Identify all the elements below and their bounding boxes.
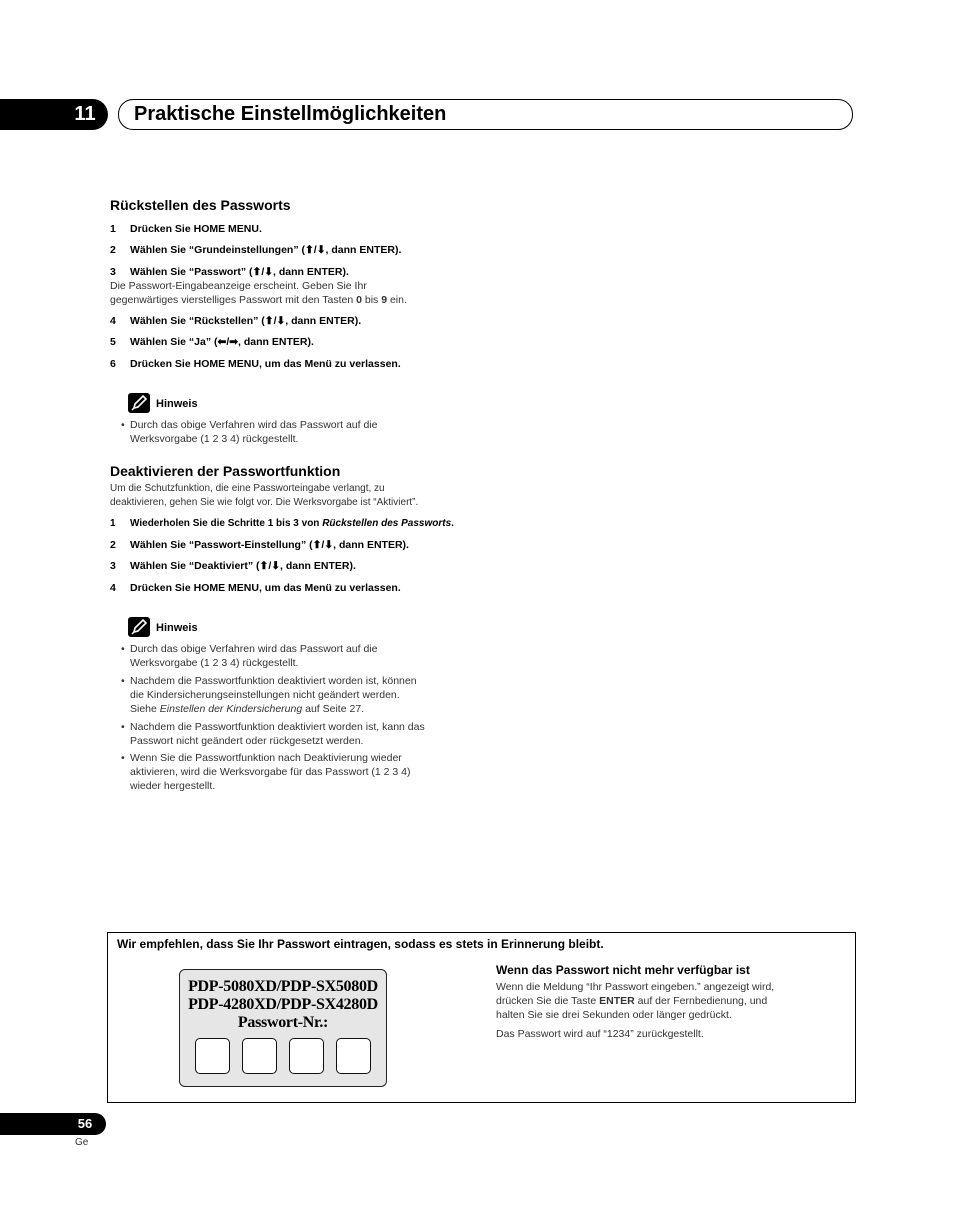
step-text: Wählen Sie “Grundeinstellungen” (⬆/⬇, dann ENTER). [130, 244, 402, 256]
body-line: Wenn die Meldung “Ihr Passwort eingeben.” angezeigt wird, [496, 981, 775, 993]
key-0: 0 [356, 294, 362, 306]
step-item [110, 358, 401, 370]
bullet-line: Werksvorgabe (1 2 3 4) rückgestellt. [130, 657, 299, 669]
bullet-dot: • [121, 643, 125, 655]
bullet-line [130, 702, 475, 716]
language-code: Ge [75, 1137, 89, 1148]
body-line: halten Sie sie drei Sekunden oder länger gedrückt. [496, 1009, 732, 1021]
note-bullet [121, 674, 475, 716]
note-label: Hinweis [156, 398, 198, 410]
bullet-line: Wenn Sie die Passwortfunktion nach Deaktivierung wieder [130, 752, 402, 764]
enter-key-label: ENTER [599, 995, 635, 1007]
step-number: 3 [110, 266, 116, 278]
step-text: Wählen Sie “Rückstellen” (⬆/⬇, dann ENTER). [130, 315, 362, 327]
model-line: PDP-4280XD/PDP-SX4280D [188, 996, 378, 1013]
section-title-deactivate: Deaktivieren der Passwortfunktion [110, 463, 341, 479]
password-unavailable-heading: Wenn das Passwort nicht mehr verfügbar ist [496, 963, 750, 977]
step-number: 4 [110, 582, 116, 594]
step-item [110, 539, 409, 551]
step3-detail [110, 279, 470, 307]
step-text: Drücken Sie HOME MENU, um das Menü zu verlassen. [130, 582, 401, 594]
step-text: Wählen Sie “Passwort-Einstellung” (⬆/⬇, dann ENTER). [130, 539, 409, 551]
note-bullet [121, 751, 475, 793]
bullet-dot: • [121, 419, 125, 431]
bullet-line: Nachdem die Passwortfunktion deaktiviert worden ist, können [130, 675, 417, 687]
detail-line: Die Passwort-Eingabeanzeige erscheint. Geben Sie Ihr [110, 280, 367, 292]
bullet-line: aktivieren, wird die Werksvorgabe für das Passwort (1 2 3 4) [130, 766, 411, 778]
step-item [110, 223, 262, 235]
model-line: PDP-5080XD/PDP-SX5080D [188, 978, 378, 995]
body-text: drücken Sie die Taste [496, 995, 600, 1007]
pencil-note-icon [128, 393, 150, 413]
step-number: 4 [110, 315, 116, 327]
bullet-dot: • [121, 721, 125, 733]
step-item [110, 336, 314, 348]
step-number: 5 [110, 336, 116, 348]
bullet-dot: • [121, 752, 125, 764]
body-text: auf der Fernbedienung, und [634, 995, 768, 1007]
step-item [110, 244, 401, 256]
password-number-label: Passwort-Nr.: [237, 1014, 329, 1031]
bullet-line: Nachdem die Passwortfunktion deaktiviert worden ist, kann das [130, 721, 425, 733]
step-text: Wählen Sie “Deaktiviert” (⬆/⬇, dann ENTER). [130, 560, 356, 572]
password-digit-box[interactable] [336, 1038, 371, 1074]
bullet-text: Siehe [130, 703, 160, 715]
section2-intro [110, 482, 490, 510]
step-text: Wählen Sie “Ja” (⬅/➡, dann ENTER). [130, 336, 314, 348]
step-reference: Rückstellen des Passworts [322, 518, 452, 529]
bullet-line: Passwort nicht geändert oder rückgesetzt werden. [130, 735, 364, 747]
page-number: 56 [77, 1116, 93, 1131]
bullet-dot: • [121, 675, 125, 687]
step-item [110, 560, 356, 572]
bullet-line: Durch das obige Verfahren wird das Passwort auf die [130, 419, 378, 431]
intro-line: deaktivieren, gehen Sie wie folgt vor. Die Werksvorgabe ist “Aktiviert”. [110, 497, 419, 508]
step-text: . [451, 518, 454, 529]
detail-text: gegenwärtiges vierstelliges Passwort mit den Tasten [110, 294, 357, 306]
password-digit-box[interactable] [242, 1038, 277, 1074]
chapter-title: Praktische Einstellmöglichkeiten [134, 103, 447, 125]
note-label: Hinweis [156, 622, 198, 634]
bullet-line: Durch das obige Verfahren wird das Passwort auf die [130, 643, 378, 655]
body-line [496, 994, 841, 1008]
password-unavailable-text [496, 980, 841, 1022]
note-bullet [121, 720, 475, 748]
step-item [110, 315, 361, 327]
note-bullet [121, 642, 475, 670]
step-number: 6 [110, 358, 116, 370]
step-number: 2 [110, 244, 116, 256]
step-text: Wählen Sie “Passwort” (⬆/⬇, dann ENTER). [130, 266, 349, 278]
step-number: 1 [110, 518, 116, 529]
step-text: Drücken Sie HOME MENU. [130, 223, 262, 235]
detail-text: bis [361, 294, 382, 306]
step-item [110, 582, 401, 594]
bullet-text: auf Seite 27. [302, 703, 365, 715]
intro-line: Um die Schutzfunktion, die eine Passworteingabe verlangt, zu [110, 483, 385, 494]
bullet-line: Werksvorgabe (1 2 3 4) rückgestellt. [130, 433, 299, 445]
detail-text: ein. [387, 294, 407, 306]
password-digit-box[interactable] [195, 1038, 230, 1074]
pencil-note-icon [128, 617, 150, 637]
step-text: Wiederholen Sie die Schritte 1 bis 3 von [130, 518, 323, 529]
note-bullet [121, 418, 475, 446]
bullet-reference: Einstellen der Kindersicherung [159, 703, 303, 715]
step-item [110, 518, 454, 529]
step-number: 3 [110, 560, 116, 572]
password-digit-box[interactable] [289, 1038, 324, 1074]
password-reset-note: Das Passwort wird auf “1234” zurückgestellt. [496, 1028, 704, 1040]
bullet-line: wieder hergestellt. [130, 780, 216, 792]
section-title-reset-password: Rückstellen des Passworts [110, 197, 291, 213]
key-9: 9 [381, 294, 388, 306]
step-item [110, 266, 349, 278]
detail-line [110, 293, 470, 307]
step-text: Drücken Sie HOME MENU, um das Menü zu verlassen. [130, 358, 401, 370]
step-number: 2 [110, 539, 116, 551]
password-box-heading: Wir empfehlen, dass Sie Ihr Passwort eintragen, sodass es stets in Erinnerung bleibt. [117, 937, 604, 951]
chapter-number: 11 [74, 103, 96, 125]
step-number: 1 [110, 223, 116, 235]
bullet-line: die Kindersicherungseinstellungen nicht geändert werden. [130, 689, 400, 701]
